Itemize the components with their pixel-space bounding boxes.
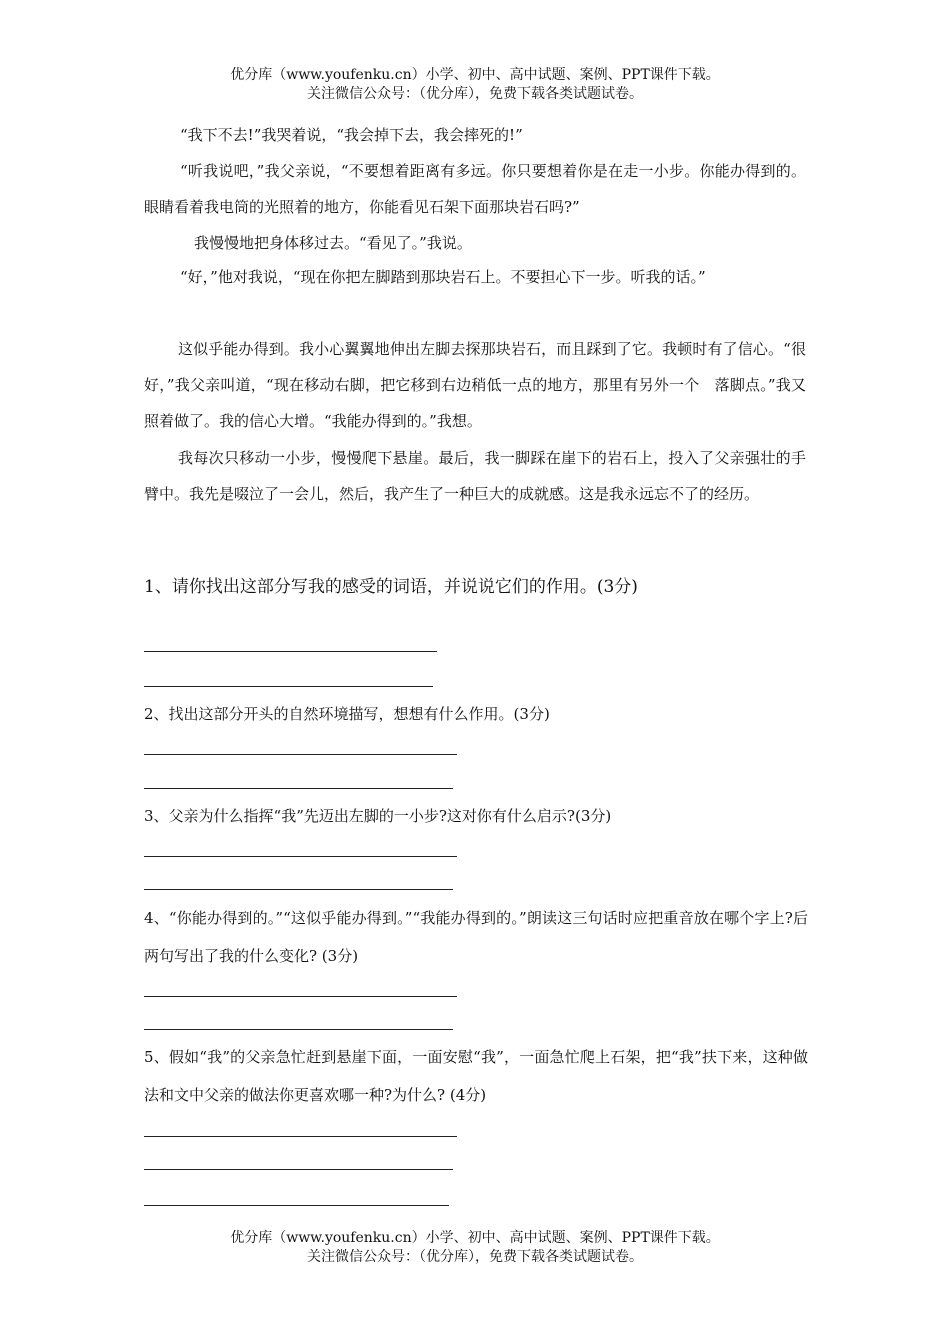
answer-line[interactable] — [144, 1169, 453, 1170]
header-line-2: 关注微信公众号：（优分库），免费下载各类试题试卷。 — [307, 86, 643, 102]
answer-line[interactable] — [144, 686, 433, 687]
passage-paragraph-5: 这似乎能办得到。我小心翼翼地伸出左脚去探那块岩石，而且踩到了它。我顿时有了信心。“很好，”我父亲叫道，“现在移动右脚，把它移到右边稍低一点的地方，那里有另外一个 落脚点。”我又照着做了。我的信心大增。“我能办得到的。”我想。 — [144, 340, 806, 430]
answer-line[interactable] — [144, 754, 457, 755]
passage-paragraph-1: “我下不去!”我哭着说，“我会掉下去，我会摔死的!” — [180, 126, 523, 144]
passage-paragraph-3: 我慢慢地把身体移过去。“看见了。”我说。 — [194, 234, 472, 252]
answer-line[interactable] — [144, 1029, 453, 1030]
question-4: 4、“你能办得到的。”“这似乎能办得到。”“我能办得到的。”朗读这三句话时应把重音放在哪个字上?后两句写出了我的什么变化? (3分) — [144, 909, 808, 965]
footer-line-1: 优分库（www.youfenku.cn）小学、初中、高中试题、案例、PPT课件下载。 — [230, 1230, 720, 1246]
question-1: 1、请你找出这部分写我的感受的词语，并说说它们的作用。(3分) — [144, 577, 638, 597]
page-header — [0, 66, 950, 104]
answer-line[interactable] — [144, 1136, 457, 1137]
passage-paragraph-4: “好，”他对我说，“现在你把左脚踏到那块岩石上。不要担心下一步。听我的话。” — [180, 268, 706, 286]
answer-line[interactable] — [144, 996, 457, 997]
answer-line[interactable] — [144, 856, 457, 857]
answer-line[interactable] — [144, 651, 437, 652]
answer-line[interactable] — [144, 889, 453, 890]
question-5: 5、假如“我”的父亲急忙赶到悬崖下面，一面安慰“我”，一面急忙爬上石架，把“我”扶下来，这种做法和文中父亲的做法你更喜欢哪一种?为什么? (4分) — [144, 1048, 808, 1104]
page-footer — [0, 1229, 950, 1267]
passage-paragraph-2: “听我说吧，”我父亲说，“不要想着距离有多远。你只要想着你是在走一小步。你能办得到的。眼睛看着我电筒的光照着的地方，你能看见石架下面那块岩石吗?” — [144, 162, 806, 216]
question-2: 2、找出这部分开头的自然环境描写，想想有什么作用。(3分) — [144, 705, 550, 723]
answer-line[interactable] — [144, 788, 453, 789]
header-line-1: 优分库（www.youfenku.cn）小学、初中、高中试题、案例、PPT课件下载。 — [230, 67, 720, 83]
footer-line-2: 关注微信公众号：（优分库），免费下载各类试题试卷。 — [307, 1249, 643, 1265]
answer-line[interactable] — [144, 1205, 449, 1206]
passage-paragraph-6: 我每次只移动一小步，慢慢爬下悬崖。最后，我一脚踩在崖下的岩石上，投入了父亲强壮的手臂中。我先是啜泣了一会儿，然后，我产生了一种巨大的成就感。这是我永远忘不了的经历。 — [144, 449, 806, 503]
question-3: 3、父亲为什么指挥“我”先迈出左脚的一小步?这对你有什么启示?(3分) — [144, 807, 612, 825]
